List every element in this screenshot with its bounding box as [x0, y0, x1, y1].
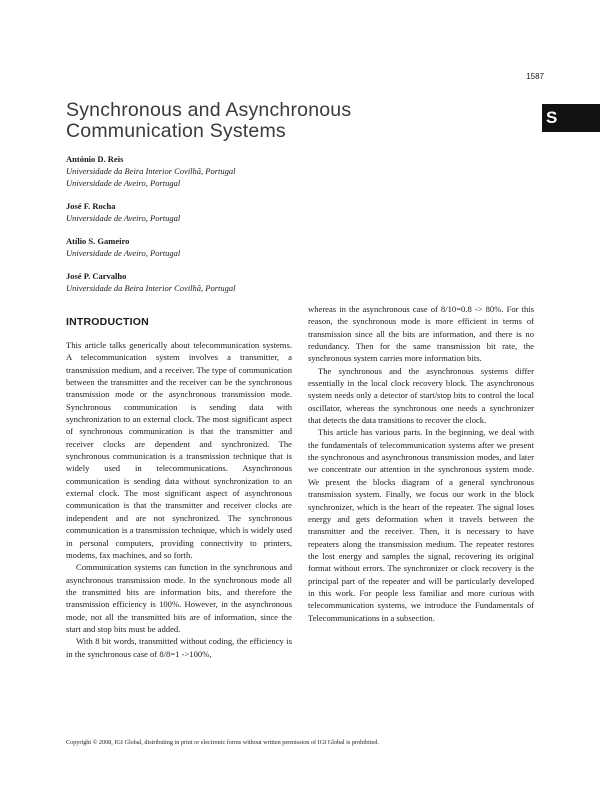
page-number: 1587: [526, 72, 544, 81]
author-list: [66, 153, 386, 305]
author-affiliation: Universidade de Aveiro, Portugal: [66, 213, 181, 223]
author-name: José F. Rocha: [66, 201, 116, 211]
body-paragraph: This article has various parts. In the beginning, we deal with the fundamentals of telecommunication systems after we present the synchronous and asynchronous transmission modes, and later we concentrate our attention in the synchronous system mode. We present the blocks diagram of a general synchronous transmission system. Finally, we focus our work in the block synchronizer, which is the heart of the repeater. The signal loses energy and gets deformation when it travels between the transmitter and the receiver. Then, it is necessary to have repeaters along the transmission medium. The repeater restores the lost energy and samples the signal, recovering its original format without errors. The synchronizer or clock recovery is the principal part of the repeater and will be particularly developed in this work. For people less familiar and more curious with telecommunication systems, we introduce the Fundamentals of Telecommunications in a subsection.: [308, 427, 534, 623]
author-name: António D. Reis: [66, 154, 124, 164]
article-title: [66, 100, 351, 142]
author-affiliation: Universidade de Aveiro, Portugal: [66, 178, 181, 188]
body-paragraph: Communication systems can function in the synchronous and asynchronous transmission mode. In the synchronous mode all the transmitted bits are information bits, and therefore the transmission efficiency is 100%. However, in the asynchronous mode, not all the transmitted bits are of information, since the start and stop bits must be added.: [66, 562, 292, 634]
copyright-notice: Copyright © 2008, IGI Global, distributing in print or electronic forms without written permission of IGI Global is prohibited.: [66, 739, 379, 746]
author-block: [66, 200, 386, 224]
title-line-2: Communication Systems: [66, 120, 286, 142]
author-block: [66, 270, 386, 294]
title-line-1: Synchronous and Asynchronous: [66, 99, 352, 121]
author-block: [66, 235, 386, 259]
section-heading: INTRODUCTION: [66, 316, 149, 328]
author-name: Atílio S. Gameiro: [66, 236, 130, 246]
body-paragraph: This article talks generically about telecommunication systems. A telecommunication system involves a transmitter, a transmission medium, and a receiver. The type of communication between the transmitter and the receiver can be the synchronous transmission mode or the asynchronous transmission mode. Synchronous communication is sending data with synchronization to an external clock. The most significant aspect of synchronous communication is that the transmitter and receiver clocks are dependent and synchronized. The synchronous communication is a transmission technique that is widely used in telecommunications. Asynchronous communication is sending data without synchronization to an external clock. The most significant aspect of asynchronous communication is that the transmitter and receiver clocks are independent and are not synchronized. The synchronous communication is a transmission technique, which is widely used in personal computers, providing connectivity to printers, modems, fax machines, and so forth.: [66, 340, 292, 560]
author-affiliation: Universidade de Aveiro, Portugal: [66, 248, 181, 258]
body-paragraph: The synchronous and the asynchronous systems differ essentially in the local clock recovery block. The asynchronous system needs only a detector of start/stop bits to control the local oscillator, whereas the synchronous one needs a synchronizer that detects the data transitions to recover the clock.: [308, 365, 534, 426]
author-affiliation: Universidade da Beira Interior Covilhã, Portugal: [66, 166, 236, 176]
section-letter-tab: S: [542, 104, 600, 132]
author-affiliation: Universidade da Beira Interior Covilhã, Portugal: [66, 283, 236, 293]
right-column: [308, 303, 534, 624]
author-block: [66, 153, 386, 189]
left-column: [66, 339, 292, 660]
body-paragraph: With 8 bit words, transmitted without coding, the efficiency is in the synchronous case of 8/8=1 ->100%,: [66, 636, 292, 659]
author-name: José P. Carvalho: [66, 271, 127, 281]
body-paragraph: whereas in the asynchronous case of 8/10=0.8 -> 80%. For this reason, the synchronous mode is more efficient in terms of transmission since all the bits are information, and there is no redundancy. Then for the same transmission bit rate, the synchronous system carries more information bits.: [308, 304, 534, 364]
